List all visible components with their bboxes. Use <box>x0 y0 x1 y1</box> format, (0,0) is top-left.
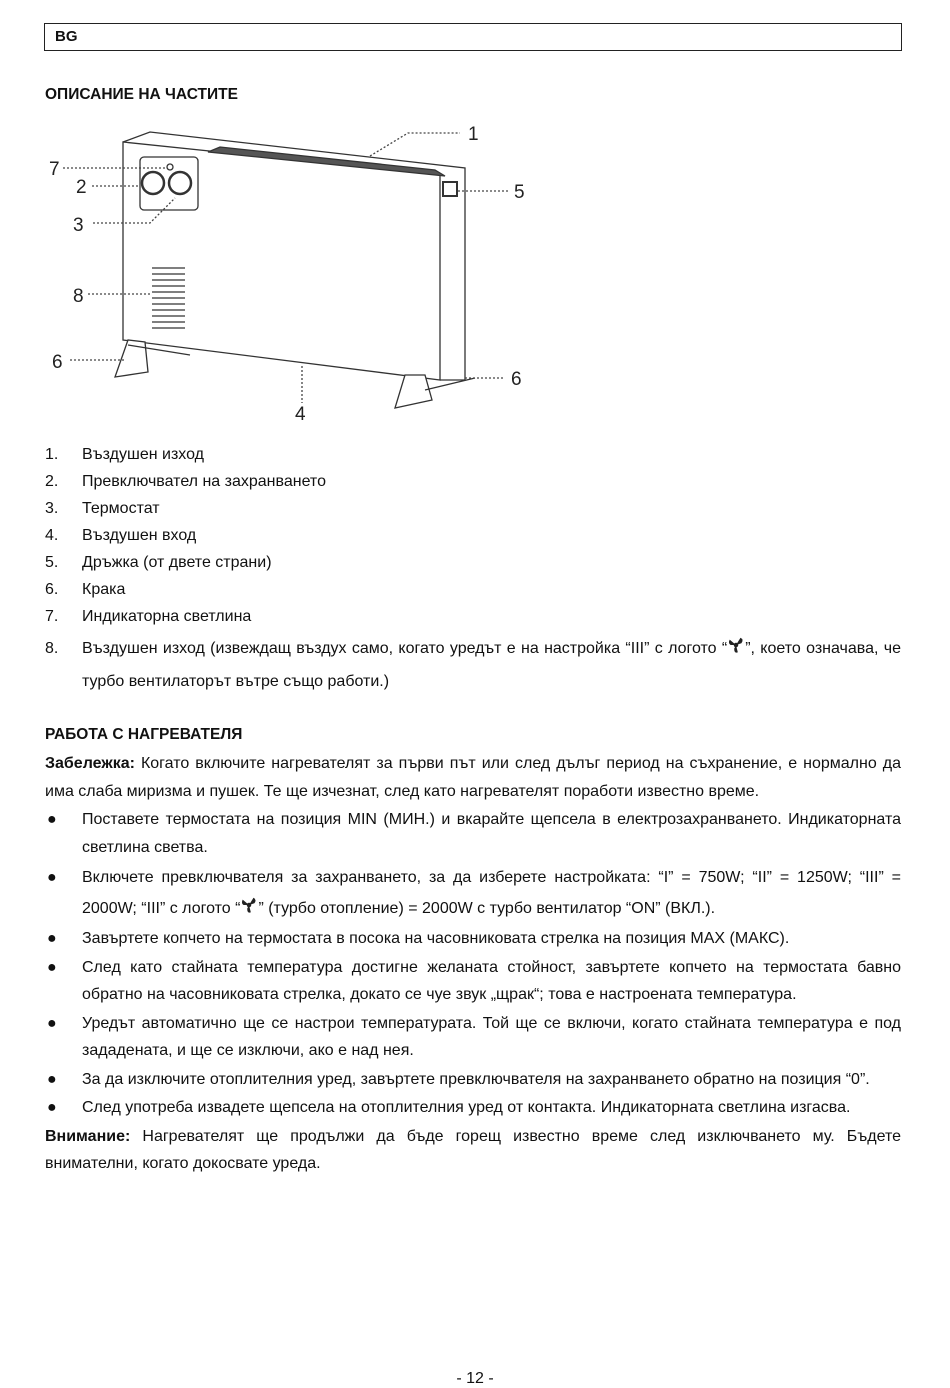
section-title-operation: РАБОТА С НАГРЕВАТЕЛЯ <box>45 726 243 743</box>
bullet-icon: ● <box>47 1099 57 1116</box>
item-number: 6. <box>45 581 59 598</box>
item-number: 7. <box>45 608 59 625</box>
bullet-icon: ● <box>47 930 57 947</box>
callout-3: 3 <box>73 215 84 236</box>
item-number: 4. <box>45 527 59 544</box>
bullet-item <box>45 806 901 861</box>
warning-text: Нагревателят ще продължи да бъде горещ известно време след изключването му. Бъдете внимателни, когато докосвате уреда. <box>45 1127 901 1172</box>
bullet-icon: ● <box>47 869 57 886</box>
bullet-item <box>45 925 901 953</box>
bullet-icon: ● <box>47 1070 57 1088</box>
note-text: Когато включите нагревателят за първи път или след дълъг период на съхранение, е нормално да има слаба миризма и пушек. Те ще изчезнат, след като нагревателят поработи известно време. <box>45 755 901 800</box>
heater-diagram <box>40 110 540 430</box>
list-item <box>45 576 901 603</box>
turbo-fan-icon <box>240 896 258 914</box>
bullet-icon: ● <box>47 1014 57 1032</box>
page-number: - 12 - <box>456 1370 494 1387</box>
item-text: Превключвател на захранването <box>82 473 326 490</box>
callout-4: 4 <box>295 404 306 425</box>
item-text: Термостат <box>82 500 160 517</box>
callout-5: 5 <box>514 182 525 203</box>
bullet-text: Завъртете копчето на термостата в посока на часовниковата стрелка на позиция MAX (МАКС). <box>82 930 790 947</box>
item-number: 8. <box>45 640 59 657</box>
list-item <box>45 441 901 468</box>
language-header <box>44 23 902 51</box>
item-text-cont: ”, което означава, че турбо вентилаторът вътре също работи.) <box>82 640 901 690</box>
operation-body <box>45 750 901 1178</box>
bullet-text-cont: ” (турбо отопление) = 2000W с турбо вентилатор “ON” (ВКЛ.). <box>258 900 716 917</box>
item-text: Дръжка (от двете страни) <box>82 554 272 571</box>
bullet-text: След като стайната температура достигне желаната стойност, завъртете копчето на термостата бавно обратно на часовниковата стрелка, докато се чуе звук „щрак“; това е настроената температура. <box>82 958 901 1003</box>
callout-7: 7 <box>49 159 60 180</box>
bullet-text: Уредът автоматично ще се настрои температурата. Той ще се включи, когато стайната температура е под зададената, и ще се изключи, ако е над нея. <box>82 1014 901 1059</box>
callout-6-left: 6 <box>52 352 63 373</box>
item-text: Въздушен вход <box>82 527 197 544</box>
callout-1: 1 <box>468 124 479 145</box>
bullet-text: За да изключите отоплителния уред, завъртете превключвателя на захранването обратно на позиция “0”. <box>82 1070 870 1088</box>
item-number: 2. <box>45 473 59 490</box>
bullet-item <box>45 1066 901 1094</box>
section-title-parts: ОПИСАНИЕ НА ЧАСТИТЕ <box>45 86 238 103</box>
bullet-item <box>45 954 901 1009</box>
note-label: Забележка: <box>45 755 135 772</box>
item-text: Въздушен изход (извеждащ въздух само, когато уредът е на настройка “III” с логото “ <box>82 640 728 657</box>
list-item <box>45 603 901 630</box>
bullet-item <box>45 1010 901 1065</box>
bullet-icon: ● <box>47 811 57 828</box>
list-item <box>45 522 901 549</box>
list-item <box>45 632 901 698</box>
item-text: Въздушен изход <box>82 446 204 463</box>
note-paragraph <box>45 750 901 805</box>
list-item <box>45 495 901 522</box>
item-number: 5. <box>45 554 59 571</box>
callout-8: 8 <box>73 286 84 307</box>
turbo-fan-icon <box>727 636 745 654</box>
bullet-item <box>45 1094 901 1122</box>
warning-label: Внимание: <box>45 1127 131 1145</box>
bullet-icon: ● <box>47 958 57 976</box>
item-number: 3. <box>45 500 59 517</box>
item-text: Индикаторна светлина <box>82 608 252 625</box>
callout-6-right: 6 <box>511 369 522 390</box>
list-item <box>45 549 901 576</box>
item-number: 1. <box>45 446 59 463</box>
language-code: BG <box>55 28 78 45</box>
item-text: Крака <box>82 581 126 598</box>
parts-list <box>45 441 901 698</box>
warning-paragraph <box>45 1123 901 1178</box>
bullet-item <box>45 862 901 924</box>
list-item <box>45 468 901 495</box>
bullet-text: Включете превключвателя за захранването, за да изберете настройката: “I” = 750W; “II” = 1250W; “III” = 2000W; “III” с логото “ <box>82 869 901 917</box>
bullet-text: След употреба извадете щепсела на отоплителния уред от контакта. Индикаторната светлина изгасва. <box>82 1099 851 1116</box>
bullet-text: Поставете термостата на позиция MIN (МИН.) и вкарайте щепсела в електрозахранването. Индикаторната светлина светва. <box>82 811 901 856</box>
callout-2: 2 <box>76 177 87 198</box>
